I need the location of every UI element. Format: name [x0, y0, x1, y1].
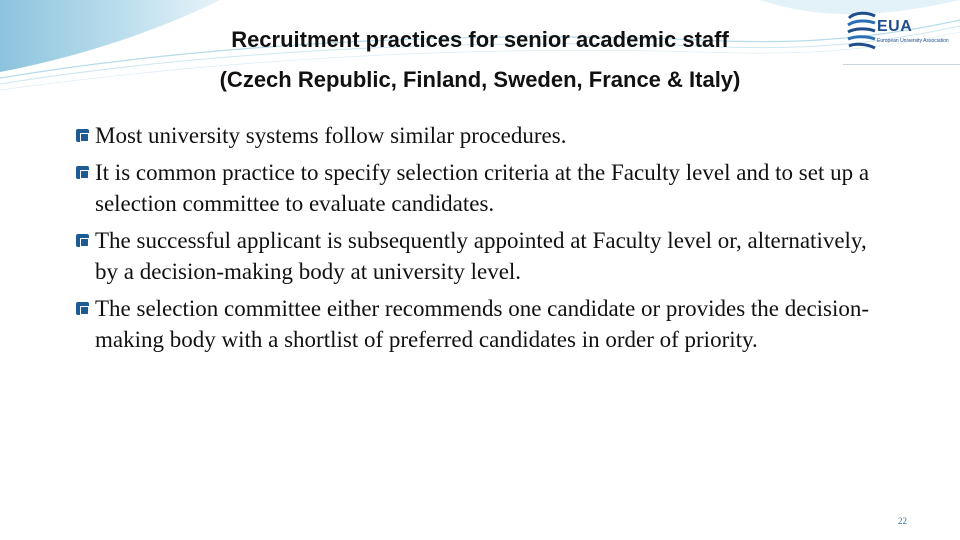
- logo-divider: [843, 64, 960, 65]
- bullet-item: [75, 225, 875, 288]
- bullet-item: [75, 293, 875, 356]
- bullet-text: It is common practice to specify selection criteria at the Faculty level and to set up a selection committee to evaluate candidates.: [95, 159, 870, 216]
- bullet-text: The successful applicant is subsequently appointed at Faculty level or, alternatively, by a decision-making body at university level.: [95, 227, 867, 284]
- bullet-item: [75, 120, 875, 152]
- logo-wordmark: EUA: [877, 18, 913, 35]
- eua-logo: [843, 6, 960, 66]
- bullet-text: The selection committee either recommends one candidate or provides the decision-making body with a shortlist of preferred candidates in order of priority.: [95, 295, 870, 352]
- bullet-item: [75, 157, 875, 220]
- checkbox-square-icon: [75, 301, 90, 316]
- title-line-1: Recruitment practices for senior academic staff: [231, 27, 729, 52]
- eua-emblem-icon: [845, 10, 879, 54]
- slide-title: [140, 20, 820, 100]
- checkbox-square-icon: [75, 233, 90, 248]
- checkbox-square-icon: [75, 165, 90, 180]
- checkbox-square-icon: [75, 128, 90, 143]
- page-number: 22: [898, 516, 907, 526]
- bullet-list: [75, 120, 875, 361]
- logo-subtitle: European University Association: [877, 38, 949, 44]
- bullet-text: Most university systems follow similar procedures.: [95, 123, 567, 148]
- title-line-2: (Czech Republic, Finland, Sweden, France & Italy): [219, 67, 741, 92]
